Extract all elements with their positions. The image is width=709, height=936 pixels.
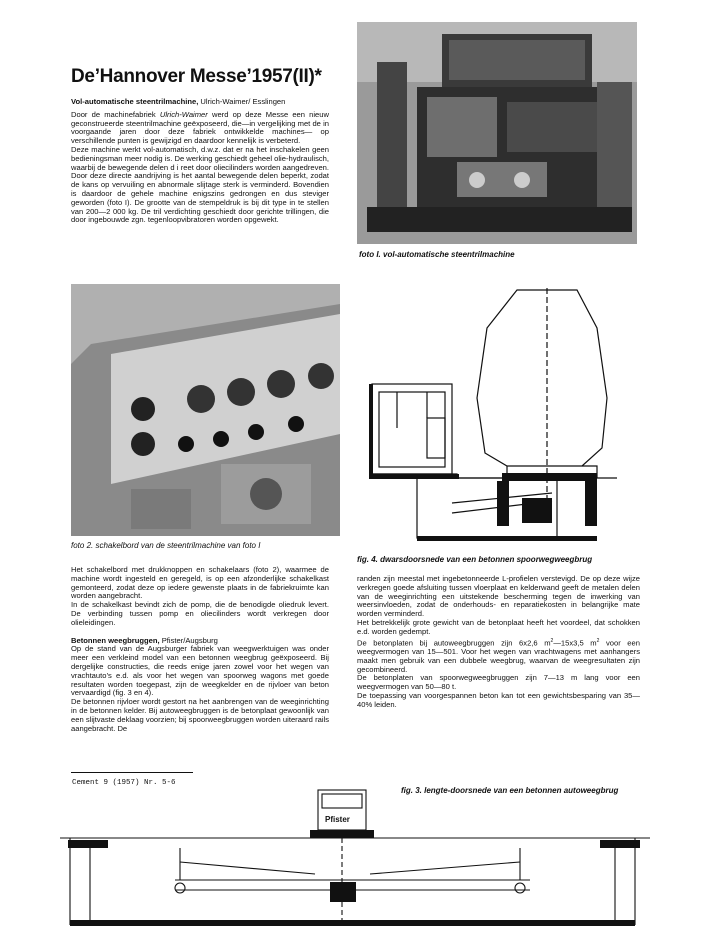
paragraph-7: randen zijn meestal met ingebetonneerde L-profielen verstevigd. De op deze wijze verkregen goede afsluiting tussen vloerplaat en kelderwand geeft de metalen delen van de weeginrichting een uitstekende bescherming tegen de inwerking van weersinvloeden, zodat de onderhouds- en reparatiekosten in belangrijke mate worden verminderd.	[357, 574, 640, 619]
subheading-location-2: Pfister/Augsburg	[159, 635, 218, 645]
paragraph-6: De betonnen rijvloer wordt gestort na het aanbrengen van de weeginrichting in de betonnen kelder. Bij autoweegbruggen is de betonplaat gewoonlijk van een slijtvaste deklaag voorzien; bij spoorweegbruggen worden uiteraard rails aangebracht. De	[71, 697, 329, 733]
caption-foto-2: foto 2. schakelbord van de steentrilmachine van foto I	[71, 541, 261, 550]
company-name: Ulrich-Waimer	[159, 109, 208, 119]
paragraph-8: Het betrekkelijk grote gewicht van de betonplaat heeft het voordeel, dat schokken e.d. worden gedempt.	[357, 617, 640, 636]
footnote-reference: Cement 9 (1957) Nr. 5-6	[72, 779, 176, 787]
paragraph-9: De betonplaten bij autoweegbruggen zijn 6x2,6 $m^2—15x3,5$ $m^2$ voor een weegvermogen van 15—501. Voor het wegen van vrachtwagens met aanhangers maakt men gebruik van een dubbele weegbrug, waarvan de weegresultaten zijn gecombineerd.	[357, 637, 640, 674]
subheading-location: Ulrich-Waimer/ Esslingen	[198, 97, 286, 106]
control-panel-illustration	[71, 284, 340, 536]
paragraph-2: Deze machine werkt vol-automatisch, d.w.z. dat er na het inschakelen geen bedieningsman meer nodig is. De werking geschiedt geheel olie-hydraulisch, waarbij de bewegende delen d i reet door oliecilinders worden aangedreven. Door deze directe aandrijving is het aantal bewegende delen beperkt, zodat de kans op vervuiling en abnormale slijtage sterk is verminderd. Bovendien is daardoor de gehele machine enigszins gedrongen en dus steviger geworden (foto I). De grootte van de stempeldruk is bij dit type in te stellen van 200—2 000 kg. De tril verdichting geschiedt door gerichte trillingen, die door ingebouwde zgn. tegenloopvibratoren worden opgewekt.	[71, 144, 329, 225]
figure-dwarsdoorsnede	[357, 288, 622, 550]
subheading-steentrilmachine: Vol-automatische steentrilmachine,	[71, 97, 199, 106]
intro-text-block	[71, 98, 329, 225]
caption-fig-3: fig. 3. lengte-doorsnede van een betonnen autoweegbrug	[401, 786, 619, 795]
paragraph-5: Op de stand van de Augsburger fabriek van weegwerktuigen was onder meer een verkleind model van een betonnen weegbrug geëxposeerd. Bij dergelijke constructies, die reeds enige jaren zowel voor het wegen van vrachtauto’s e.d. als voor het wegen van spoorweg wagons met goede resultaten worden toegepast, zijn de weegkelder en de rijvloer van beton vervaardigd (fig. 3 en 4).	[71, 644, 329, 698]
cross-section-drawing	[357, 288, 622, 550]
caption-foto-1: foto I. vol-automatische steentrilmachine	[359, 250, 515, 259]
paragraph-10: De betonplaten van spoorwegweegbruggen zijn 7—13 m lang voor een weegvermogen van 50—80 t.	[357, 673, 640, 692]
photo-steentrilmachine	[357, 22, 637, 244]
lower-right-text	[357, 575, 640, 709]
caption-fig-4: fig. 4. dwarsdoorsnede van een betonnen spoorwegweegbrug	[357, 555, 593, 564]
paragraph-4: In de schakelkast bevindt zich de pomp, die de benodigde oliedruk levert. De verbinding tussen pomp en oliecilinders wordt verkregen door olieleidingen.	[71, 600, 329, 627]
photo-schakelbord	[71, 284, 340, 536]
lower-left-text	[71, 566, 329, 733]
paragraph-1: Door de machinefabriek Ulrich-Waimer werd op deze Messe een nieuw geconstrueerde steentrilmachine geëxposeerd, die—in vergelijking met de in voorgaande jaren door deze fabriek ontwikkelde machines— op verschillende punten is gewijzigd en daardoor kennelijk is verbeterd.	[71, 109, 329, 146]
machine-illustration	[357, 22, 637, 244]
article-title: De’Hannover Messe’1957(II)*	[71, 66, 322, 87]
longitudinal-section-drawing	[60, 770, 650, 930]
paragraph-3: Het schakelbord met drukknoppen en schakelaars (foto 2), waarmee de machine wordt ingesteld en geregeld, is op een afzonderlijke schakelkast gemonteerd, zodat deze op iedere gewenste plaats in de fabriekruimte kan worden aangebracht.	[71, 565, 329, 601]
scale-brand-label: Pfister	[325, 815, 350, 824]
figure-lengtedoorsnede	[60, 770, 650, 930]
paragraph-11: De toepassing van voorgespannen beton kan tot een gewichtsbesparing van 35—40% leiden.	[357, 690, 640, 709]
subheading-weegbruggen: Betonnen weegbruggen,	[71, 635, 160, 645]
